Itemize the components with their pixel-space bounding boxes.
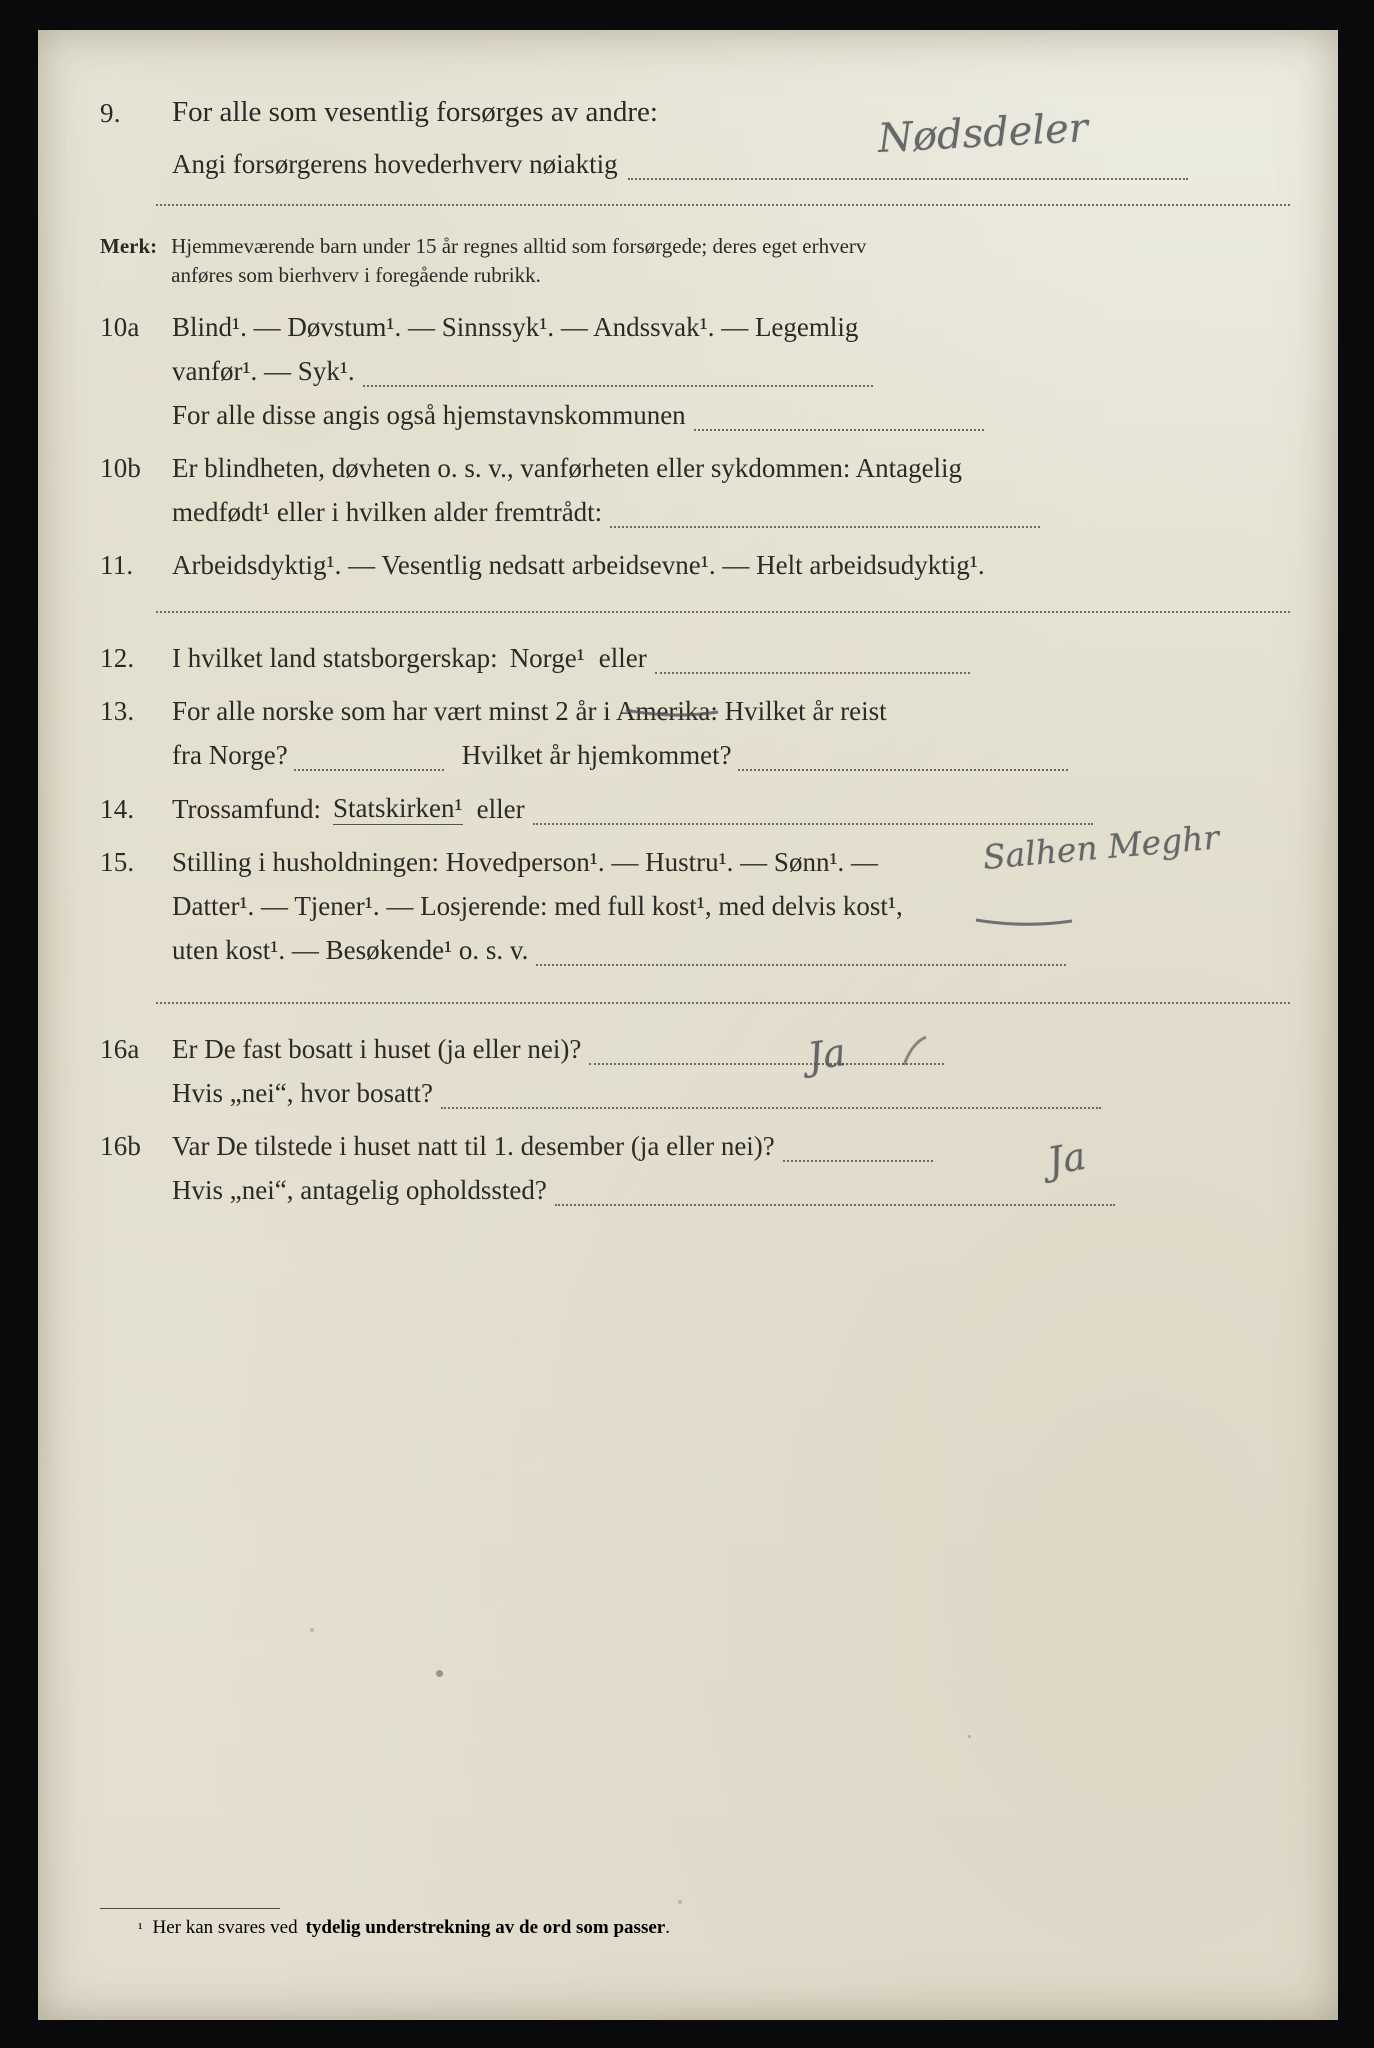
q16b-text: Var De tilstede i huset natt til 1. desember (ja eller nei)? (172, 1130, 775, 1161)
question-12 (100, 643, 1290, 674)
question-9 (100, 96, 1290, 180)
q13-year-left-field[interactable] (294, 752, 444, 771)
q16a-line-2 (100, 1078, 1290, 1109)
q14-tail: eller (476, 793, 525, 824)
form-page (38, 30, 1338, 2020)
footnote-text-bold: tydelig understrekning av de ord som passer (305, 1917, 666, 1938)
paper-speck (310, 1628, 314, 1632)
q14-option-statskirken[interactable]: Statskirken¹ (333, 792, 463, 823)
q9-subtext: Angi forsørgerens hovederhverv nøiaktig (172, 149, 618, 179)
q10a-number: 10a (100, 311, 140, 342)
q12-text: I hvilket land statsborgerskap: (172, 642, 498, 673)
q11-number: 11. (100, 549, 134, 580)
divider-3 (156, 1002, 1290, 1004)
q16b-handwritten-answer: Ja (1044, 1133, 1090, 1184)
q12-line-1 (100, 643, 1290, 674)
footnote-text-after: . (665, 1917, 670, 1938)
q15-options-cont[interactable]: Datter¹. — Tjener¹. — Losjerende: med full kost¹, med delvis kost¹, (172, 890, 903, 921)
q13-text-home: Hvilket år hjemkommet? (461, 739, 732, 770)
question-16a (100, 1034, 1290, 1109)
q9-handwritten-answer: Nødsdeler (876, 105, 1089, 162)
q10b-answer-field[interactable] (610, 509, 1040, 528)
q15-line-3 (100, 935, 1290, 966)
q10b-line-2 (100, 497, 1290, 528)
q9-line-2 (100, 149, 1290, 180)
q10b-number: 10b (100, 452, 142, 483)
q11-options[interactable]: Arbeidsdyktig¹. — Vesentlig nedsatt arbeidsevne¹. — Helt arbeidsudyktig¹. (172, 549, 985, 580)
q16b-subtext: Hvis „nei“, antagelig opholdssted? (172, 1174, 547, 1205)
q16b-where-field[interactable] (555, 1187, 1115, 1206)
q14-handwritten-answer: Salhen Meghr (981, 817, 1221, 877)
q15-options-cont-2[interactable]: uten kost¹. — Besøkende¹ o. s. v. (172, 934, 529, 965)
question-14 (100, 793, 1290, 825)
divider-1 (156, 204, 1290, 206)
q13-line-1 (100, 696, 1290, 727)
q13-number: 13. (100, 695, 135, 726)
q9-number: 9. (100, 98, 121, 128)
q10a-line-2 (100, 356, 1290, 387)
q10a-line-3 (100, 400, 1290, 431)
paper-speck (678, 1900, 682, 1904)
question-13 (100, 696, 1290, 771)
q15-number: 15. (100, 846, 135, 877)
q11-line-1 (100, 550, 1290, 581)
q16a-line-1 (100, 1034, 1290, 1065)
question-11 (100, 550, 1290, 581)
q14-line-1 (100, 793, 1290, 825)
q16a-handwritten-answer: Ja (804, 1029, 849, 1079)
form-content (100, 92, 1290, 1206)
q10b-text-cont: medfødt¹ eller i hvilken alder fremtrådt: (172, 496, 603, 527)
q16b-line-1 (100, 1131, 1290, 1162)
question-10a (100, 312, 1290, 431)
q14-answer-field[interactable] (533, 806, 1093, 825)
question-16b (100, 1131, 1290, 1206)
q16a-number: 16a (100, 1033, 140, 1064)
merk-note (100, 232, 1290, 290)
q13-year-home-field[interactable] (738, 752, 1068, 771)
q16a-subtext: Hvis „nei“, hvor bosatt? (172, 1077, 433, 1108)
q16a-answer-field[interactable] (589, 1046, 944, 1065)
question-10b (100, 453, 1290, 528)
question-15 (100, 847, 1290, 966)
q10a-answer-field[interactable] (363, 368, 873, 387)
q15-options[interactable]: Stilling i husholdningen: Hovedperson¹. — Hustru¹. — Sønn¹. — (172, 846, 879, 877)
q13-line-2 (100, 740, 1290, 771)
q10a-line-1 (100, 312, 1290, 343)
footnote-marker: ¹ (138, 1921, 143, 1937)
q14-text: Trossamfund: (172, 793, 322, 824)
footnote-text-before: Her kan svares ved (152, 1917, 298, 1938)
q16b-answer-field[interactable] (783, 1143, 933, 1162)
q15-line-2 (100, 891, 1290, 922)
q13-text-from: fra Norge? (172, 739, 288, 770)
q9-answer-field[interactable] (628, 161, 1188, 180)
q9-text: For alle som vesentlig forsørges av andre: (172, 96, 658, 128)
q12-option-norge[interactable]: Norge¹ (509, 642, 585, 673)
merk-line-2: anføres som bierhverv i foregående rubrikk. (171, 262, 541, 287)
q10b-text: Er blindheten, døvheten o. s. v., vanførheten eller sykdommen: Antagelig (172, 452, 963, 483)
footnote-rule (100, 1908, 280, 1909)
q10a-hjemstavn-text: For alle disse angis også hjemstavnskommunen (172, 399, 686, 430)
q10b-line-1 (100, 453, 1290, 484)
footnote (100, 1908, 1200, 1939)
q10a-options-cont[interactable]: vanfør¹. — Syk¹. (172, 355, 355, 386)
q15-line-1 (100, 847, 1290, 878)
q16a-text: Er De fast bosatt i huset (ja eller nei)? (172, 1033, 582, 1064)
q16b-number: 16b (100, 1130, 142, 1161)
q16a-where-field[interactable] (441, 1090, 1101, 1109)
q12-answer-field[interactable] (655, 655, 970, 674)
q9-line-1 (100, 96, 1290, 129)
q14-number: 14. (100, 793, 135, 824)
q12-number: 12. (100, 642, 135, 673)
merk-label: Merk: (100, 234, 158, 258)
paper-speck (968, 1735, 971, 1738)
q12-tail: eller (598, 642, 647, 673)
q10a-hjemstavn-field[interactable] (694, 412, 984, 431)
merk-line-1: Hjemmeværende barn under 15 år regnes alltid som forsørgede; deres eget erhverv (171, 234, 867, 258)
q16b-line-2 (100, 1175, 1290, 1206)
divider-2 (156, 611, 1290, 613)
paper-speck (436, 1670, 443, 1677)
q15-answer-field[interactable] (536, 947, 1066, 966)
q13-text: For alle norske som har vært minst 2 år i Amerika: Hvilket år reist (172, 695, 887, 726)
q10a-options[interactable]: Blind¹. — Døvstum¹. — Sinnssyk¹. — Andssvak¹. — Legemlig (172, 311, 859, 342)
